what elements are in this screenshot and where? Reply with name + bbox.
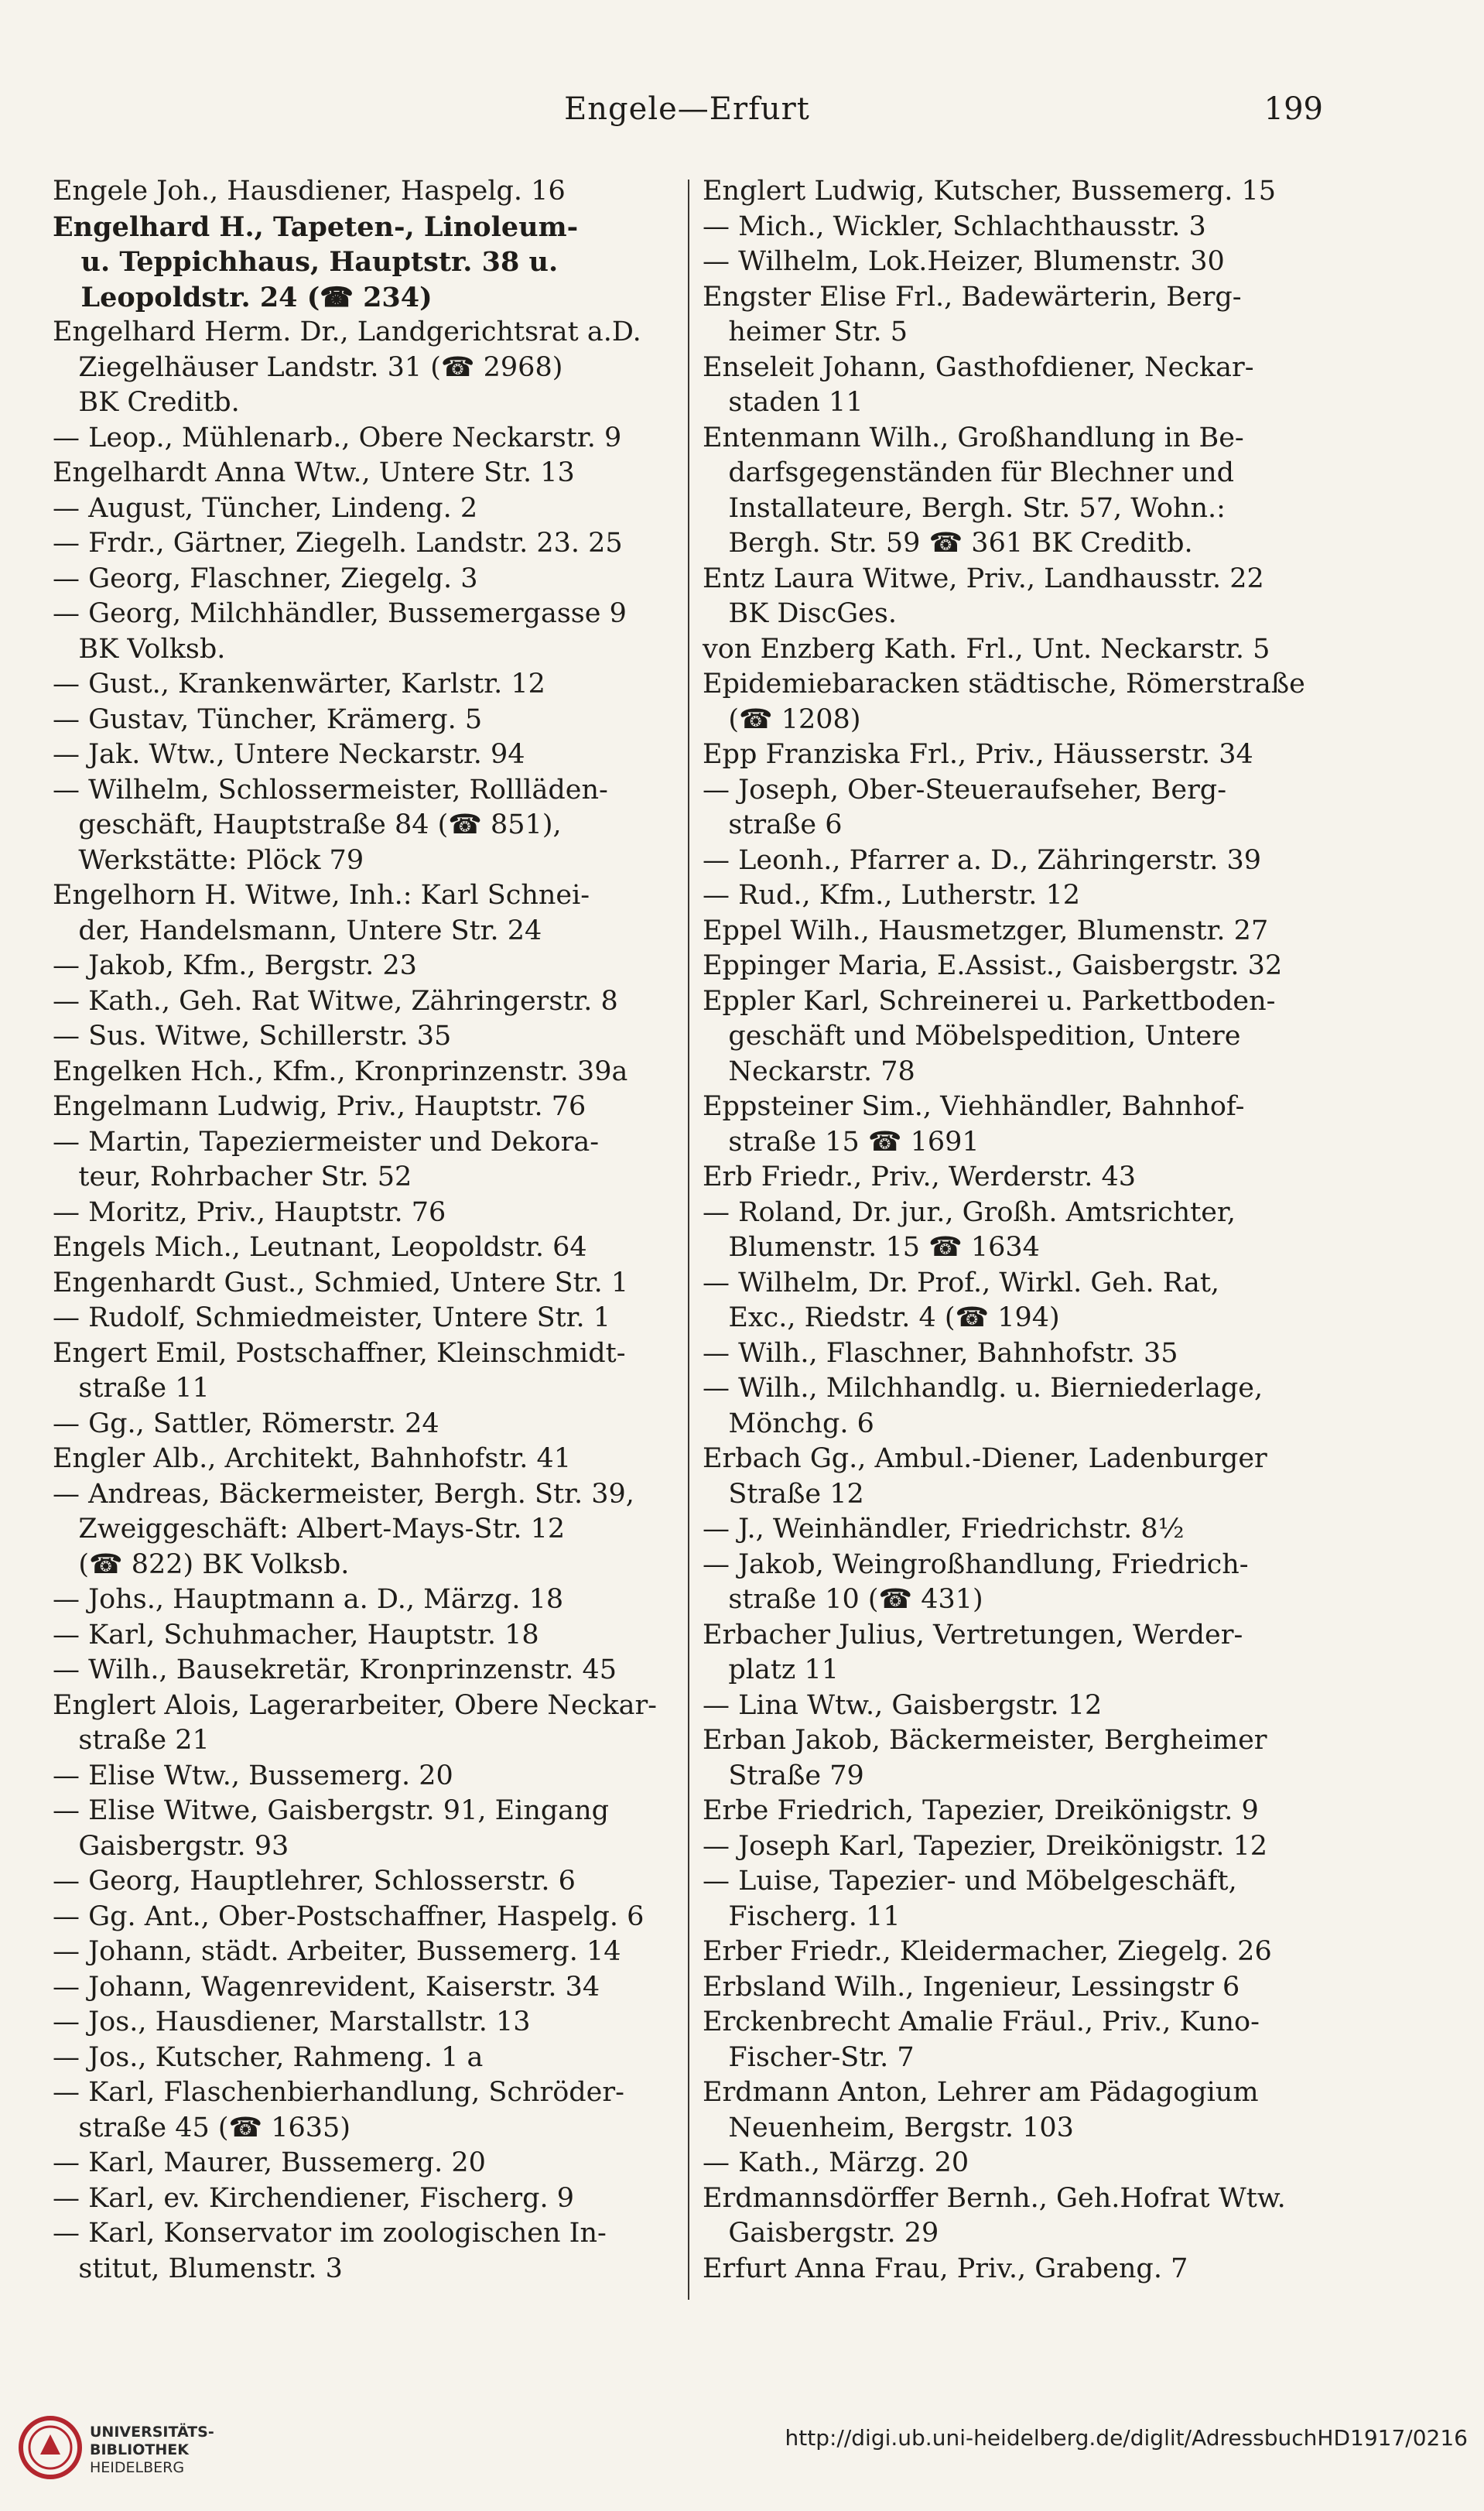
directory-line: Neuenheim, Bergstr. 103 [703, 2112, 1074, 2143]
directory-line: heimer Str. 5 [703, 316, 908, 347]
directory-line: stitut, Blumenstr. 3 [53, 2253, 343, 2284]
column-divider [688, 180, 689, 2300]
directory-line: Entz Laura Witwe, Priv., Landhausstr. 22 [703, 563, 1264, 594]
directory-line: Enseleit Johann, Gasthofdiener, Neckar- [703, 351, 1254, 383]
directory-line: Epp Franziska Frl., Priv., Häusserstr. 34 [703, 739, 1253, 770]
directory-line: — Rudolf, Schmiedmeister, Untere Str. 1 [53, 1302, 611, 1333]
directory-line: — Mich., Wickler, Schlachthausstr. 3 [703, 210, 1206, 242]
directory-line: — Kath., Märzg. 20 [703, 2147, 969, 2178]
page-header [53, 91, 1322, 138]
directory-line: — Johann, Wagenrevident, Kaiserstr. 34 [53, 1971, 600, 2003]
directory-line: — Roland, Dr. jur., Großh. Amtsrichter, [703, 1196, 1236, 1228]
directory-line: — Jos., Kutscher, Rahmeng. 1 a [53, 2041, 484, 2073]
directory-line: — Karl, Schuhmacher, Hauptstr. 18 [53, 1619, 539, 1651]
directory-line: u. Teppichhaus, Hauptstr. 38 u. [53, 246, 559, 278]
directory-line: — Andreas, Bäckermeister, Bergh. Str. 39, [53, 1478, 634, 1510]
directory-line: — Wilhelm, Lok.Heizer, Blumenstr. 30 [703, 246, 1225, 277]
directory-line: straße 11 [53, 1373, 210, 1404]
directory-line: Engler Alb., Architekt, Bahnhofstr. 41 [53, 1443, 572, 1474]
directory-line: — J., Weinhändler, Friedrichstr. 8½ [703, 1514, 1185, 1545]
directory-line: (☎ 1208) [703, 703, 861, 735]
directory-line: Erbe Friedrich, Tapezier, Dreikönigstr. 9 [703, 1795, 1259, 1826]
directory-line: — Joseph, Ober-Steueraufseher, Berg- [703, 774, 1227, 806]
directory-line: Engelhorn H. Witwe, Inh.: Karl Schnei- [53, 880, 590, 911]
directory-line: — Kath., Geh. Rat Witwe, Zähringerstr. 8 [53, 985, 618, 1017]
library-line: UNIVERSITÄTS- [90, 2424, 214, 2441]
directory-line: Blumenstr. 15 ☎ 1634 [703, 1232, 1040, 1263]
directory-line: Engelhardt Anna Wtw., Untere Str. 13 [53, 457, 575, 488]
directory-line: — Frdr., Gärtner, Ziegelh. Landstr. 23. 25 [53, 528, 623, 559]
directory-line: Erdmannsdörffer Bernh., Geh.Hofrat Wtw. [703, 2182, 1286, 2214]
directory-line: — Jakob, Kfm., Bergstr. 23 [53, 950, 417, 981]
directory-line: Erfurt Anna Frau, Priv., Grabeng. 7 [703, 2253, 1188, 2284]
directory-line: Werkstätte: Plöck 79 [53, 844, 364, 876]
directory-line: Erckenbrecht Amalie Fräul., Priv., Kuno- [703, 2006, 1260, 2037]
directory-line: Erbacher Julius, Vertretungen, Werder- [703, 1619, 1243, 1651]
directory-line: Leopoldstr. 24 (☎ 234) [53, 281, 433, 313]
directory-line: Erdmann Anton, Lehrer am Pädagogium [703, 2077, 1259, 2108]
directory-line: — Johann, städt. Arbeiter, Bussemerg. 14 [53, 1936, 621, 1967]
directory-line: — Wilh., Bausekretär, Kronprinzenstr. 45 [53, 1654, 617, 1685]
directory-line: — Wilh., Milchhandlg. u. Bierniederlage, [703, 1373, 1263, 1404]
directory-line: — Jos., Hausdiener, Marstallstr. 13 [53, 2006, 531, 2037]
directory-line: — Martin, Tapeziermeister und Dekora- [53, 1126, 600, 1158]
directory-line: Erban Jakob, Bäckermeister, Bergheimer [703, 1725, 1267, 1756]
directory-line: straße 21 [53, 1725, 210, 1756]
directory-line: — Georg, Milchhändler, Bussemergasse 9 [53, 598, 627, 629]
directory-line: BK Creditb. [53, 387, 240, 418]
directory-line: Engenhardt Gust., Schmied, Untere Str. 1 [53, 1267, 629, 1298]
directory-line: — Gg., Sattler, Römerstr. 24 [53, 1408, 439, 1439]
directory-line: Installateure, Bergh. Str. 57, Wohn.: [703, 492, 1226, 524]
library-name [90, 2424, 214, 2477]
directory-line: Gaisbergstr. 93 [53, 1830, 289, 1862]
directory-line: Engelken Hch., Kfm., Kronprinzenstr. 39a [53, 1055, 628, 1087]
directory-line: Bergh. Str. 59 ☎ 361 BK Creditb. [703, 528, 1193, 559]
university-seal-icon [19, 2416, 82, 2479]
directory-line: teur, Rohrbacher Str. 52 [53, 1161, 412, 1192]
directory-line: — August, Tüncher, Lindeng. 2 [53, 492, 478, 524]
directory-line: BK DiscGes. [703, 598, 897, 629]
directory-line: — Sus. Witwe, Schillerstr. 35 [53, 1021, 452, 1052]
directory-line: Erb Friedr., Priv., Werderstr. 43 [703, 1161, 1136, 1192]
directory-line: der, Handelsmann, Untere Str. 24 [53, 915, 542, 946]
right-column [703, 174, 1337, 2287]
directory-line: — Jak. Wtw., Untere Neckarstr. 94 [53, 739, 525, 770]
directory-line: Eppsteiner Sim., Viehhändler, Bahnhof- [703, 1091, 1245, 1122]
directory-line: straße 15 ☎ 1691 [703, 1126, 980, 1158]
directory-line: — Karl, Konservator im zoologischen In- [53, 2218, 607, 2249]
directory-line: darfsgegenständen für Blechner und [703, 457, 1235, 488]
directory-line: Neckarstr. 78 [703, 1055, 915, 1087]
directory-line: Englert Alois, Lagerarbeiter, Obere Neckar- [53, 1689, 658, 1721]
directory-line: von Enzberg Kath. Frl., Unt. Neckarstr. 5 [703, 633, 1270, 665]
directory-line: — Leonh., Pfarrer a. D., Zähringerstr. 39 [703, 844, 1262, 876]
directory-line: Engelmann Ludwig, Priv., Hauptstr. 76 [53, 1091, 586, 1122]
directory-line: Zweiggeschäft: Albert-Mays-Str. 12 [53, 1514, 566, 1545]
page-number: 199 [1263, 91, 1323, 127]
directory-line: — Karl, Maurer, Bussemerg. 20 [53, 2147, 486, 2178]
directory-line: Erber Friedr., Kleidermacher, Ziegelg. 26 [703, 1936, 1272, 1967]
directory-line: — Gust., Krankenwärter, Karlstr. 12 [53, 669, 545, 700]
library-line: HEIDELBERG [90, 2459, 185, 2476]
directory-line: Straße 79 [703, 1760, 864, 1791]
directory-line: (☎ 822) BK Volksb. [53, 1548, 350, 1580]
directory-line: staden 11 [703, 387, 863, 418]
directory-line: geschäft, Hauptstraße 84 (☎ 851), [53, 809, 562, 840]
directory-line: — Joseph Karl, Tapezier, Dreikönigstr. 12 [703, 1830, 1268, 1862]
directory-line: — Elise Witwe, Gaisbergstr. 91, Eingang [53, 1795, 610, 1826]
directory-line: — Rud., Kfm., Lutherstr. 12 [703, 880, 1081, 911]
directory-line: Engelhard H., Tapeten-, Linoleum- [53, 210, 579, 243]
directory-line: Ziegelhäuser Landstr. 31 (☎ 2968) [53, 351, 563, 383]
source-url[interactable]: http://digi.ub.uni-heidelberg.de/diglit/AdressbuchHD1917/0216 [785, 2425, 1468, 2451]
directory-line: — Georg, Flaschner, Ziegelg. 3 [53, 563, 478, 594]
directory-line: Engele Joh., Hausdiener, Haspelg. 16 [53, 176, 566, 207]
directory-line: — Gustav, Tüncher, Krämerg. 5 [53, 703, 483, 735]
directory-line: — Wilh., Flaschner, Bahnhofstr. 35 [703, 1337, 1178, 1369]
directory-line: — Jakob, Weingroßhandlung, Friedrich- [703, 1548, 1249, 1580]
directory-line: Mönchg. 6 [703, 1408, 874, 1439]
directory-line: Gaisbergstr. 29 [703, 2218, 939, 2249]
directory-line: — Georg, Hauptlehrer, Schlosserstr. 6 [53, 1866, 576, 1897]
directory-line: — Wilhelm, Schlossermeister, Rollläden- [53, 774, 608, 806]
directory-line: Epidemiebaracken städtische, Römerstraße [703, 669, 1305, 700]
directory-line: Straße 12 [703, 1478, 864, 1510]
directory-line: Erbsland Wilh., Ingenieur, Lessingstr 6 [703, 1971, 1240, 2003]
directory-line: platz 11 [703, 1654, 839, 1685]
directory-line: Eppler Karl, Schreinerei u. Parkettboden- [703, 985, 1276, 1017]
directory-line: Eppinger Maria, E.Assist., Gaisbergstr. 32 [703, 950, 1283, 981]
library-line: BIBLIOTHEK [90, 2441, 189, 2458]
directory-line: Fischer-Str. 7 [703, 2041, 915, 2073]
directory-line: Engelhard Herm. Dr., Landgerichtsrat a.D. [53, 316, 641, 347]
directory-line: — Elise Wtw., Bussemerg. 20 [53, 1760, 453, 1791]
directory-line: — Karl, Flaschenbierhandlung, Schröder- [53, 2077, 624, 2108]
directory-line: — Lina Wtw., Gaisbergstr. 12 [703, 1689, 1103, 1721]
running-head: Engele—Erfurt [564, 91, 810, 127]
directory-line: geschäft und Möbelspedition, Untere [703, 1021, 1241, 1052]
directory-line: BK Volksb. [53, 633, 226, 665]
directory-line: Engster Elise Frl., Badewärterin, Berg- [703, 281, 1242, 313]
directory-line: straße 10 (☎ 431) [703, 1584, 983, 1615]
directory-line: Entenmann Wilh., Großhandlung in Be- [703, 422, 1244, 453]
directory-line: Engels Mich., Leutnant, Leopoldstr. 64 [53, 1232, 587, 1263]
directory-line: straße 6 [703, 809, 843, 840]
directory-line: Englert Ludwig, Kutscher, Bussemerg. 15 [703, 176, 1276, 207]
directory-line: — Moritz, Priv., Hauptstr. 76 [53, 1196, 446, 1228]
directory-line: Engert Emil, Postschaffner, Kleinschmidt- [53, 1337, 626, 1369]
directory-line: straße 45 (☎ 1635) [53, 2112, 350, 2143]
directory-line: — Leop., Mühlenarb., Obere Neckarstr. 9 [53, 422, 622, 453]
directory-line: — Luise, Tapezier- und Möbelgeschäft, [703, 1866, 1237, 1897]
directory-line: Exc., Riedstr. 4 (☎ 194) [703, 1302, 1060, 1333]
left-column [53, 174, 691, 2287]
directory-line: — Karl, ev. Kirchendiener, Fischerg. 9 [53, 2182, 575, 2214]
directory-line: Fischerg. 11 [703, 1900, 901, 1932]
directory-line: — Johs., Hauptmann a. D., Märzg. 18 [53, 1584, 564, 1615]
directory-line: Eppel Wilh., Hausmetzger, Blumenstr. 27 [703, 915, 1269, 946]
directory-line: Erbach Gg., Ambul.-Diener, Ladenburger [703, 1443, 1267, 1474]
directory-line: — Gg. Ant., Ober-Postschaffner, Haspelg. 6 [53, 1900, 645, 1932]
directory-line: — Wilhelm, Dr. Prof., Wirkl. Geh. Rat, [703, 1267, 1220, 1298]
